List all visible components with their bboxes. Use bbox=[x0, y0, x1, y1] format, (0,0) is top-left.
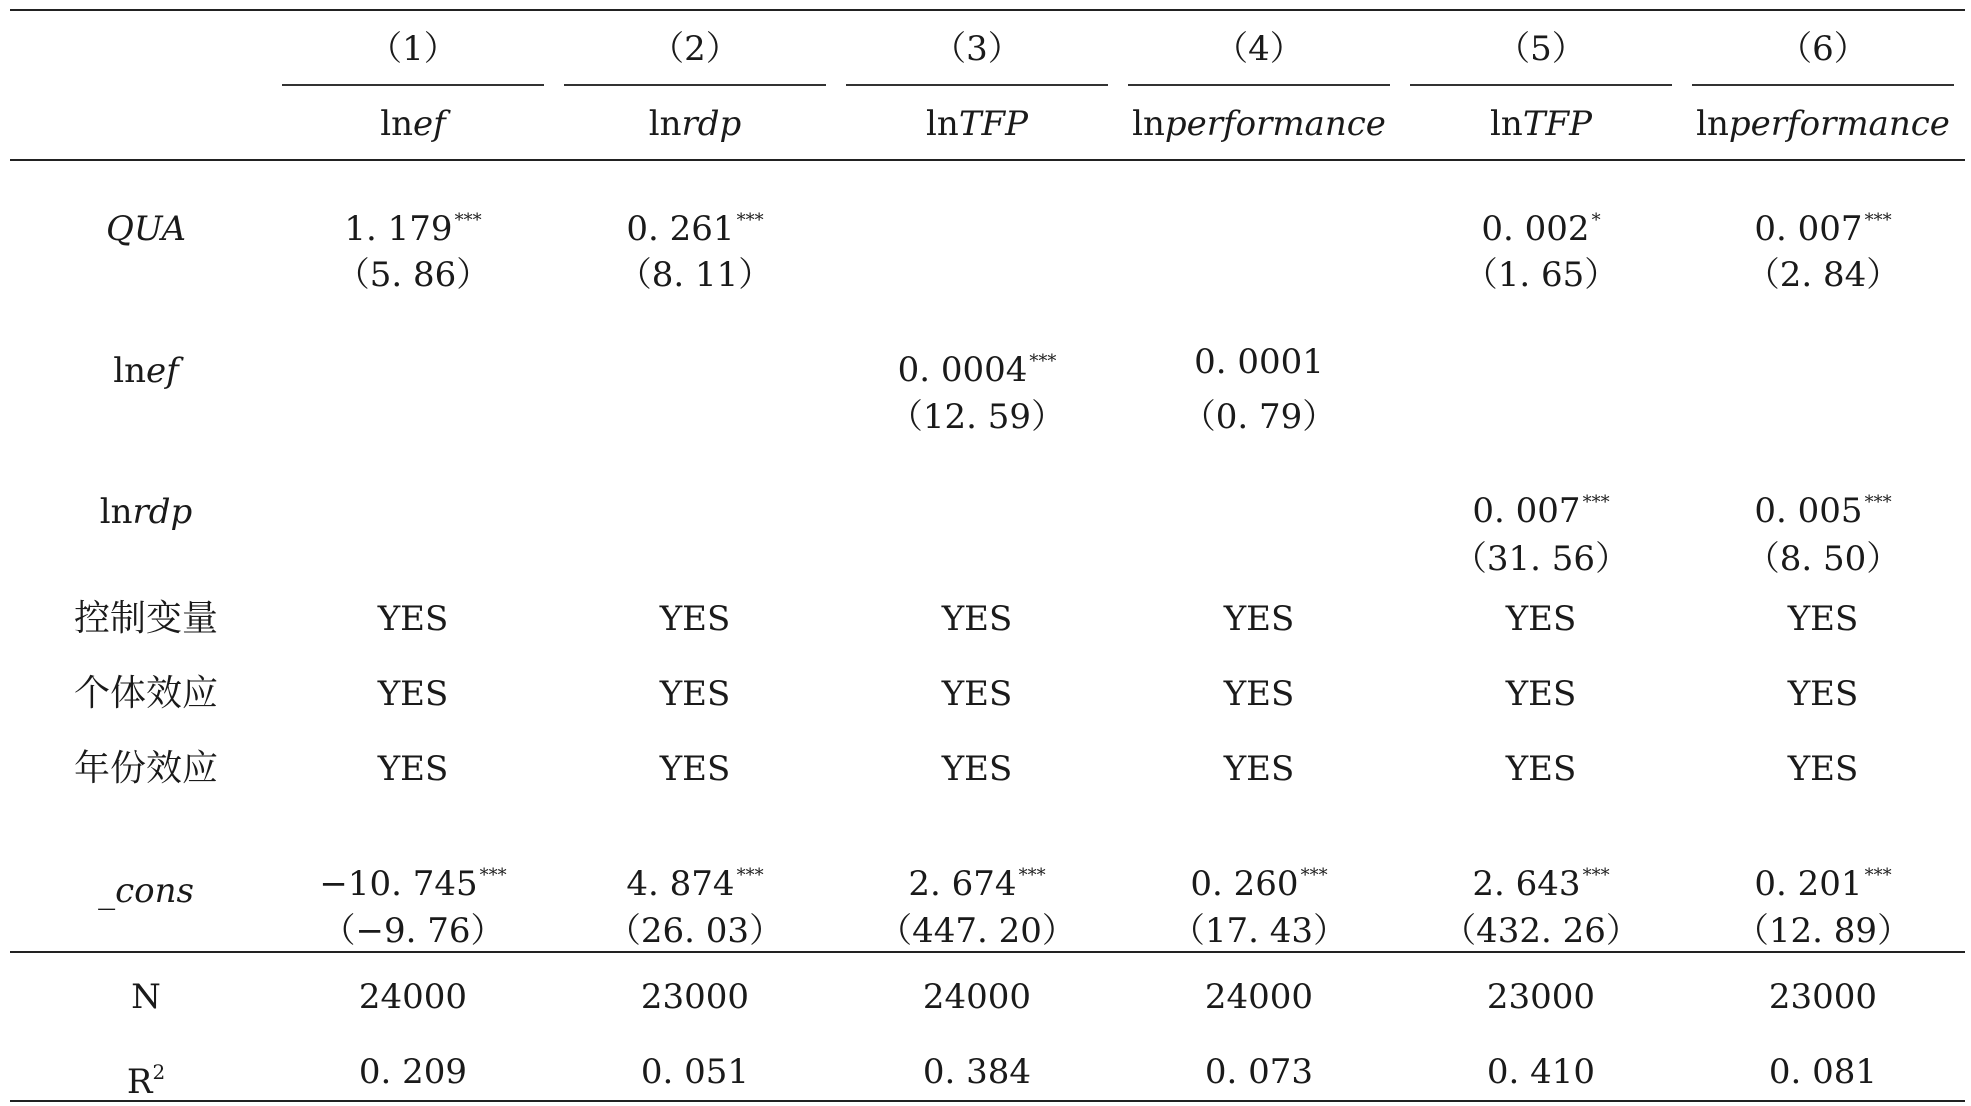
column-variable-header: lnperformance bbox=[1696, 104, 1950, 144]
value-controls: YES bbox=[1787, 599, 1859, 639]
significance-stars: *** bbox=[1864, 492, 1892, 513]
value-controls: YES bbox=[1505, 599, 1577, 639]
column-group-rule bbox=[564, 84, 826, 86]
value-n: 23000 bbox=[1486, 977, 1596, 1017]
value-controls: YES bbox=[1223, 599, 1295, 639]
value-year: YES bbox=[377, 749, 449, 789]
column-number: （3） bbox=[932, 29, 1022, 69]
tstat-qua: （5. 86） bbox=[335, 255, 491, 295]
column-number: （6） bbox=[1778, 29, 1868, 69]
value-r2: 0. 081 bbox=[1768, 1052, 1878, 1092]
value-n: 24000 bbox=[1204, 977, 1314, 1017]
value-year: YES bbox=[1223, 749, 1295, 789]
value-individual: YES bbox=[1505, 674, 1577, 714]
coef-lnef: 0. 0001 bbox=[1194, 342, 1324, 382]
tstat-lnrdp: （8. 50） bbox=[1745, 539, 1901, 579]
coef-qua: 0. 007 *** bbox=[1754, 209, 1892, 249]
row-label-controls: 控制变量 bbox=[73, 598, 218, 639]
value-r2: 0. 209 bbox=[358, 1052, 468, 1092]
value-r2: 0. 073 bbox=[1204, 1052, 1314, 1092]
significance-stars: * bbox=[1591, 210, 1601, 231]
top-rule bbox=[10, 9, 1965, 11]
value-year: YES bbox=[659, 749, 731, 789]
value-n: 23000 bbox=[640, 977, 750, 1017]
significance-stars: *** bbox=[1864, 865, 1892, 886]
value-individual: YES bbox=[1223, 674, 1295, 714]
column-group-rule bbox=[1128, 84, 1390, 86]
column-number: （4） bbox=[1214, 29, 1304, 69]
tstat-cons: （17. 43） bbox=[1170, 911, 1348, 951]
significance-stars: *** bbox=[1018, 865, 1046, 886]
coef-lnef: 0. 0004 *** bbox=[897, 350, 1057, 390]
tstat-lnrdp: （31. 56） bbox=[1452, 539, 1630, 579]
coef-qua: 0. 002 * bbox=[1481, 209, 1601, 249]
coef-cons: 2. 643 *** bbox=[1472, 864, 1610, 904]
column-group-rule bbox=[282, 84, 544, 86]
value-year: YES bbox=[1505, 749, 1577, 789]
coef-qua: 1. 179 *** bbox=[344, 209, 482, 249]
coef-cons: −10. 745 *** bbox=[319, 864, 507, 904]
significance-stars: *** bbox=[1300, 865, 1328, 886]
column-number: （2） bbox=[650, 29, 740, 69]
value-individual: YES bbox=[1787, 674, 1859, 714]
tstat-cons: （12. 89） bbox=[1734, 911, 1912, 951]
value-individual: YES bbox=[659, 674, 731, 714]
tstat-lnef: （0. 79） bbox=[1181, 397, 1337, 437]
tstat-cons: （447. 20） bbox=[878, 911, 1076, 951]
row-label-lnrdp: lnrdp bbox=[99, 492, 193, 532]
value-n: 23000 bbox=[1768, 977, 1878, 1017]
value-controls: YES bbox=[659, 599, 731, 639]
tstat-cons: （432. 26） bbox=[1442, 911, 1640, 951]
value-year: YES bbox=[1787, 749, 1859, 789]
row-label-individual: 个体效应 bbox=[73, 673, 218, 714]
column-variable-header: lnTFP bbox=[1490, 104, 1592, 144]
significance-stars: *** bbox=[479, 865, 507, 886]
value-r2: 0. 384 bbox=[922, 1052, 1032, 1092]
value-controls: YES bbox=[941, 599, 1013, 639]
value-n: 24000 bbox=[922, 977, 1032, 1017]
value-individual: YES bbox=[377, 674, 449, 714]
coef-cons: 2. 674 *** bbox=[908, 864, 1046, 904]
tstat-qua: （1. 65） bbox=[1463, 255, 1619, 295]
significance-stars: *** bbox=[454, 210, 482, 231]
value-r2: 0. 051 bbox=[640, 1052, 750, 1092]
column-group-rule bbox=[846, 84, 1108, 86]
significance-stars: *** bbox=[1582, 492, 1610, 513]
column-variable-header: lnperformance bbox=[1132, 104, 1386, 144]
column-variable-header: lnTFP bbox=[926, 104, 1028, 144]
coef-lnrdp: 0. 005 *** bbox=[1754, 491, 1892, 531]
value-individual: YES bbox=[941, 674, 1013, 714]
stats-rule bbox=[10, 951, 1965, 953]
row-label-year: 年份效应 bbox=[73, 748, 218, 789]
coef-cons: 4. 874 *** bbox=[626, 864, 764, 904]
row-label-qua: QUA bbox=[105, 209, 187, 249]
tstat-cons: （26. 03） bbox=[606, 911, 784, 951]
column-number: （5） bbox=[1496, 29, 1586, 69]
coef-qua: 0. 261 *** bbox=[626, 209, 764, 249]
column-variable-header: lnrdp bbox=[648, 104, 742, 144]
row-label-r2: $R^2$ bbox=[126, 1060, 166, 1102]
tstat-qua: （2. 84） bbox=[1745, 255, 1901, 295]
column-variable-header: lnef bbox=[380, 104, 446, 144]
tstat-cons: （−9. 76） bbox=[321, 911, 505, 951]
bottom-rule bbox=[10, 1100, 1965, 1102]
significance-stars: *** bbox=[1582, 865, 1610, 886]
value-n: 24000 bbox=[358, 977, 468, 1017]
row-label-cons: _cons bbox=[98, 871, 194, 911]
coef-cons: 0. 260 *** bbox=[1190, 864, 1328, 904]
significance-stars: *** bbox=[1864, 210, 1892, 231]
column-group-rule bbox=[1692, 84, 1954, 86]
significance-stars: *** bbox=[736, 865, 764, 886]
coef-lnrdp: 0. 007 *** bbox=[1472, 491, 1610, 531]
tstat-lnef: （12. 59） bbox=[888, 397, 1066, 437]
row-label-n: N bbox=[131, 977, 161, 1017]
value-controls: YES bbox=[377, 599, 449, 639]
value-year: YES bbox=[941, 749, 1013, 789]
value-r2: 0. 410 bbox=[1486, 1052, 1596, 1092]
column-number: （1） bbox=[368, 29, 458, 69]
header-rule bbox=[10, 159, 1965, 161]
coef-cons: 0. 201 *** bbox=[1754, 864, 1892, 904]
column-group-rule bbox=[1410, 84, 1672, 86]
row-label-lnef: lnef bbox=[113, 351, 179, 391]
significance-stars: *** bbox=[736, 210, 764, 231]
significance-stars: *** bbox=[1029, 351, 1057, 372]
tstat-qua: （8. 11） bbox=[617, 255, 773, 295]
